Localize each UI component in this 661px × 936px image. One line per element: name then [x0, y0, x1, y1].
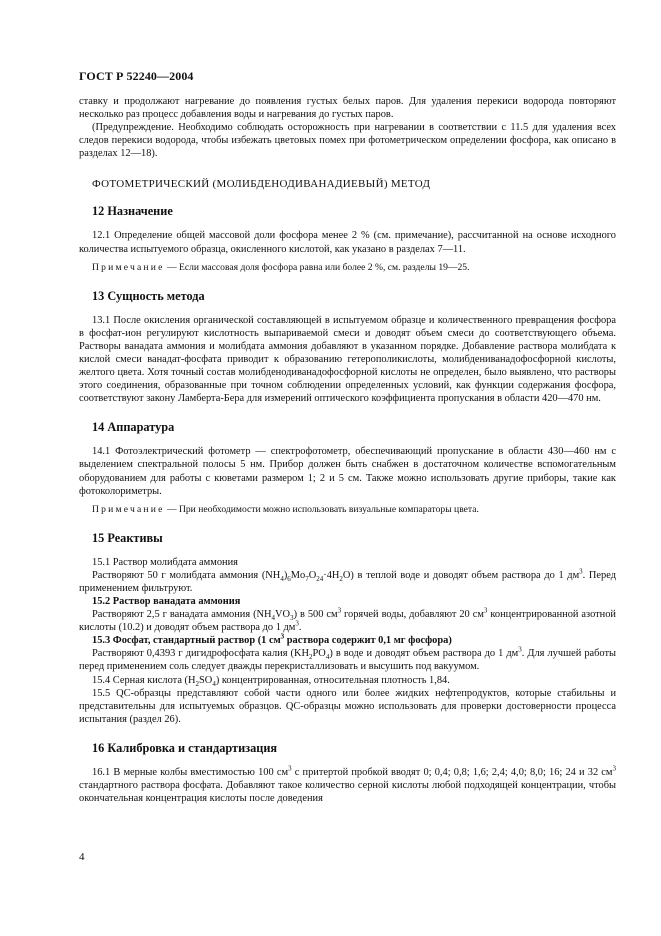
section-15-3-text: Растворяют 0,4393 г дигидрофосфата калия $(KH_2PO_4)$ в воде и доводят объем раствора до 1 $дм^3$. Для лучшей работы перед применением соль следует дважды перекристаллизовать и высушить под вакуумом. [79, 645, 616, 673]
section-15-4-text: 15.4 Серная кислота $(H_2SO_4)$ концентрированная, относительная плотность 1,84. [92, 674, 450, 688]
section-15-5-text: 15.5 QC-образцы представляют собой части одного или более жидких нефтепродуктов, которые стабильны и представительны для испытуемых образцов. QC-образцы можно использовать для проверки достоверности процесса испытания (раздел 26). [79, 687, 616, 725]
section-15-1-title: 15.1 Раствор молибдата аммония [92, 556, 238, 568]
section-15-2-title: 15.2 Раствор ванадата аммония [92, 595, 241, 607]
document-body [79, 95, 616, 805]
section-15-heading: 15 Реактивы [92, 530, 163, 545]
intro-paragraph-1: ставку и продолжают нагревание до появления густых белых паров. Для удаления перекиси водорода повторяют несколько раз процесс добавления воды и нагревания до густых паров. [79, 96, 616, 121]
section-12-note [79, 262, 616, 274]
section-15-2-text: Растворяют 2,5 г ванадата аммония $(NH_4VO_3)$ в 500 $см^3$ горячей воды, добавляют 20 $см^3$ концентрированной азотной кислоты (10.2) и доводят объем раствора до 1 $дм^3$. [79, 606, 616, 634]
section-14-heading: 14 Аппаратура [92, 420, 175, 435]
section-13-1-paragraph: 13.1 После окисления органической составляющей в испытуемом образце и количественного превращения фосфора в фосфат-ион регулируют кислотность выпариваемой смеси и доводят объем смеси до соответствующего объема. Растворы ванадата аммония и молибдата аммония добавляют в указанном порядке. Добавление раствора молибдата к кислой смеси ванадат-фосфата приводит к образованию гетерополикислоты, молибдениванадофосфорной кислоты, желтого цвета. Хотя точный состав молибденодиванадофосфорной кислоты не определен, было выявлено, что растворы этого соединения, образованные при точном соблюдении определенных условий, как функции содержания фосфора, соответствуют закону Ламберта-Бера для измерений оптического коэффициента пропускания в области 420—470 нм. [79, 314, 616, 405]
running-header: ГОСТ Р 52240—2004 [79, 69, 194, 83]
method-title: ФОТОМЕТРИЧЕСКИЙ (МОЛИБДЕНОДИВАНАДИЕВЫЙ) МЕТОД [92, 178, 431, 191]
note-text: — Если массовая доля фосфора равна или более 2 %, см. разделы 19—25. [164, 261, 470, 273]
intro-warning-paragraph: (Предупреждение. Необходимо соблюдать осторожность при нагревании в соответствии с 11.5 для удаления всех следов перекиси водорода, чтобы избежать цветовых помех при фотометрическом определении фосфора, как описано в разделах 12—18). [79, 122, 616, 160]
section-14-note [79, 504, 616, 516]
section-14-1-paragraph: 14.1 Фотоэлектрический фотометр — спектрофотометр, обеспечивающий пропускание в области 430—460 нм с выделением спектральной полосы 5 нм. Прибор должен быть снабжен в достаточном количестве вспомогательным оборудованием для работы с кюветами размером 1; 2 и 5 см. Также можно использовать другие приборы, такие как фотоколориметры. [79, 446, 616, 497]
section-16-1-paragraph: 16.1 В мерные колбы вместимостью 100 $см^3$ с притертой пробкой вводят 0; 0,4; 0,8; 1,6; 2,4; 4,0; 8,0; 16; 24 и 32 $см^3$ стандартного раствора фосфата. Добавляют такое количество серной кислоты любой подходящей концентрации, чтобы окончательная концентрация кислоты после доведения [79, 764, 616, 805]
section-12-heading: 12 Назначение [92, 204, 173, 219]
note-label: Примечание [92, 261, 165, 273]
section-15-1-text: Растворяют 50 г молибдата аммония $(NH_4)_6Mo_7O_{24}\cdot 4H_2O$) в теплой воде и доводят объем раствора до 1 $дм^3$. Перед применением фильтруют. [79, 567, 617, 594]
section-16-heading: 16 Калибровка и стандартизация [92, 740, 278, 755]
note-label: Примечание [92, 503, 165, 515]
section-15-3-title: 15.3 Фосфат, стандартный раствор (1 $см^3$ раствора содержит 0,1 мг фосфора) [92, 632, 452, 647]
note-text: — При необходимости можно использовать визуальные компараторы цвета. [164, 503, 479, 515]
section-13-heading: 13 Сущность метода [92, 288, 205, 303]
page-number: 4 [79, 851, 85, 863]
section-12-1-paragraph: 12.1 Определение общей массовой доли фосфора менее 2 % (см. примечание), рассчитанной на основе исходного количества испытуемого образца, окисленного кислотой, как указано в разделах 7—11. [79, 230, 616, 255]
